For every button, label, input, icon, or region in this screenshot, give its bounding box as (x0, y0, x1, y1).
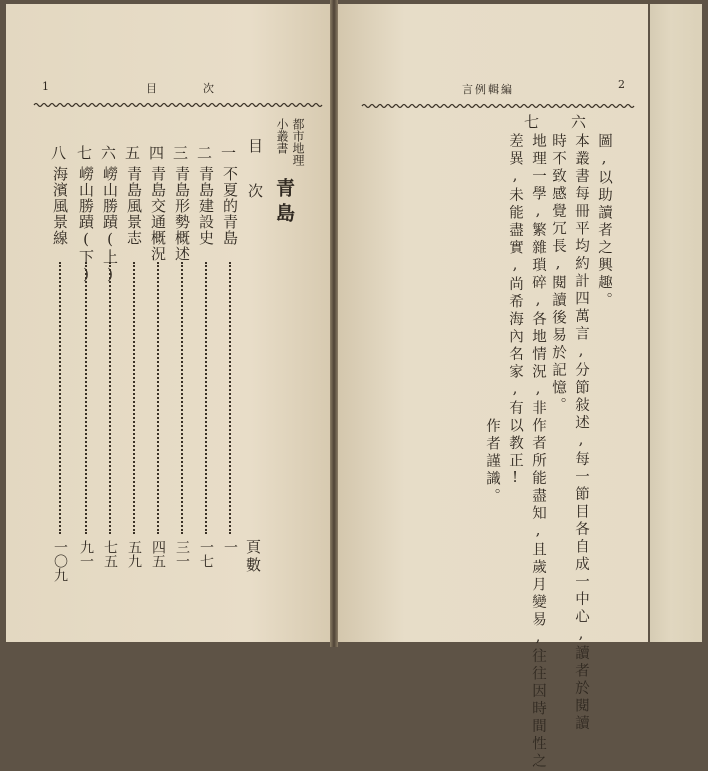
toc-entry-number: 八 (49, 145, 67, 160)
toc-entry-title: 青島建設史 (197, 166, 215, 246)
toc-entry-title: 嶗山勝蹟(下) (77, 166, 95, 284)
toc-entry-number: 六 (99, 145, 117, 160)
left-wavy-rule (34, 101, 324, 109)
right-page-number: 2 (618, 78, 625, 91)
toc-entry-page: 一七 (198, 540, 214, 568)
toc-entry-title: 青島形勢概述 (173, 166, 191, 262)
right-running-head: 言例輯編 (462, 83, 514, 96)
toc-entry-page: 四五 (150, 540, 166, 568)
toc-leader-dots (85, 262, 87, 534)
toc-entry-page: 九一 (78, 540, 94, 568)
toc-entry-title: 海濱風景線 (51, 166, 69, 246)
section-seven-line-1: 地理一學,繁雜瑣碎,各地情況,非作者所能盡知,且歲月變易,往往因時間性之 (530, 133, 546, 771)
section-number-seven: 七 (522, 114, 540, 129)
book-gutter (330, 0, 338, 647)
toc-entry-page: 七五 (102, 540, 118, 568)
page-edge (650, 4, 702, 642)
toc-leader-dots (229, 262, 231, 534)
toc-entry-title: 不夏的青島 (221, 166, 239, 246)
toc-leader-dots (59, 262, 61, 534)
series-title-line-1: 都市地理 (291, 118, 305, 166)
toc-entry-page: 一 (222, 540, 238, 554)
toc-heading: 目 次 (246, 138, 264, 204)
toc-entry-number: 四 (147, 145, 165, 160)
page-column-heading: 頁數 (244, 539, 262, 575)
toc-entry-title: 青島風景志 (125, 166, 143, 246)
toc-entry-page: 三一 (174, 540, 190, 568)
toc-entry-title: 嶗山勝蹟(上) (101, 166, 119, 284)
toc-entry-number: 五 (123, 145, 141, 160)
toc-leader-dots (181, 262, 183, 534)
running-head-char-2: 次 (203, 82, 214, 95)
right-wavy-rule (362, 102, 634, 110)
toc-leader-dots (205, 262, 207, 534)
section-number-six: 六 (569, 114, 587, 129)
toc-entry-page: 一〇九 (52, 540, 68, 582)
book-title: 青島 (273, 178, 295, 228)
section-six-line-1: 圖,以助讀者之興趣。 (596, 133, 612, 310)
toc-entry-number: 一 (219, 145, 237, 160)
section-six-line-3: 時不致感覺冗長,閱讀後易於記憶。 (550, 133, 566, 415)
series-title-line-2: 小叢書 (275, 118, 289, 154)
author-signature: 作者謹識。 (484, 418, 500, 506)
toc-leader-dots (157, 262, 159, 534)
toc-entry-number: 二 (195, 145, 213, 160)
left-page-number: 1 (42, 80, 49, 93)
right-page (336, 4, 648, 642)
section-seven-line-2: 差異,未能盡實,尚希海內名家,有以教正! (507, 133, 523, 489)
section-six-line-2: 本叢書每冊平均約計四萬言,分節敍述,每一節目各自成一中心,讀者於閱讀 (573, 133, 589, 733)
running-head-char-1: 目 (146, 82, 157, 95)
toc-entry-number: 三 (171, 145, 189, 160)
toc-entry-page: 五九 (126, 540, 142, 568)
toc-leader-dots (109, 262, 111, 534)
toc-leader-dots (133, 262, 135, 534)
toc-entry-title: 青島交通概況 (149, 166, 167, 262)
toc-entry-number: 七 (75, 145, 93, 160)
